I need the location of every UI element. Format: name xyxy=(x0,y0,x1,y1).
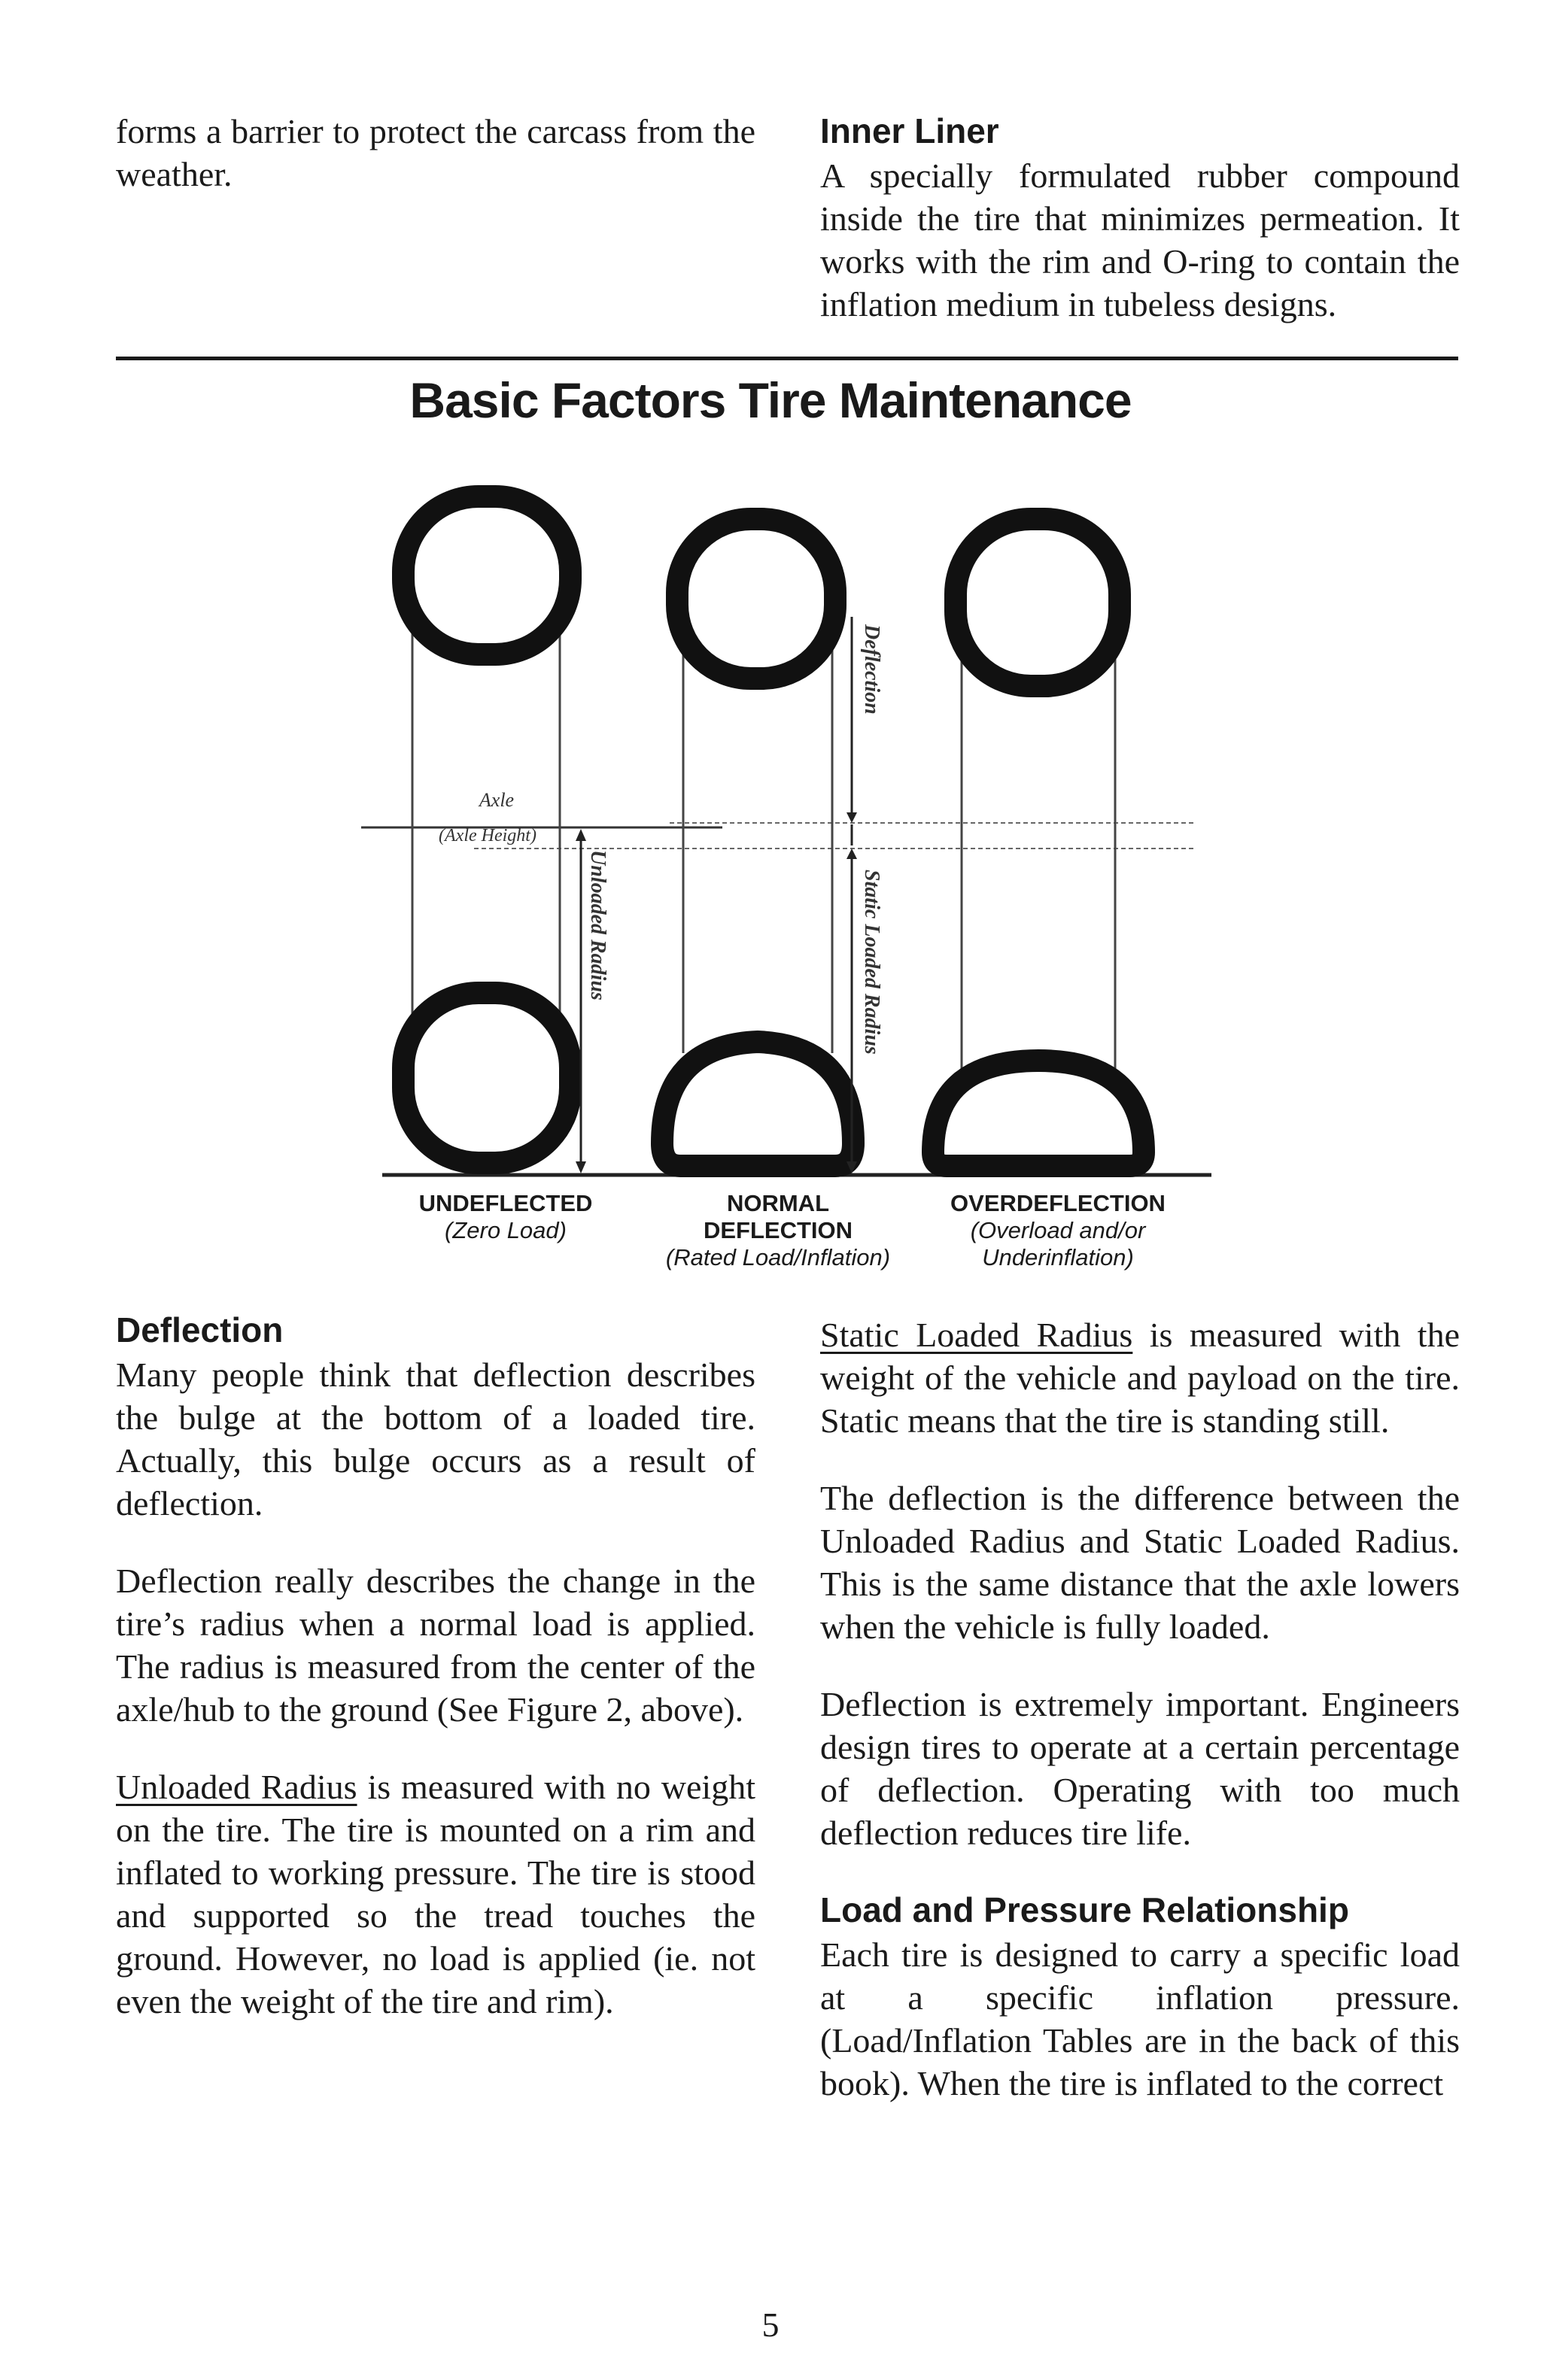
inner-liner-heading: Inner Liner xyxy=(820,111,999,150)
axle-label: Axle xyxy=(479,789,515,811)
static-loaded-radius-label: Static Loaded Radius xyxy=(860,870,883,1055)
static-loaded-radius-paragraph xyxy=(820,1313,1460,1442)
static-loaded-radius-text: is measured with the weight of the vehicle and payload on the tire. Static means that the tire is standing still. xyxy=(820,1316,1460,1440)
deflection-label: Deflection xyxy=(860,624,883,715)
tire-overdeflection xyxy=(933,519,1144,1166)
deflection-importance-paragraph: Deflection is extremely important. Engineers design tires to operate at a certain percentage of deflection. Operating with too much deflection reduces tire life. xyxy=(820,1685,1460,1852)
unloaded-radius-paragraph xyxy=(116,1765,755,2023)
caption-title: UNDEFLECTED xyxy=(418,1190,593,1216)
continued-paragraph: forms a barrier to protect the carcass from the weather. xyxy=(116,112,755,193)
caption-subtitle: (Zero Load) xyxy=(445,1217,567,1243)
caption-normal-deflection xyxy=(620,1190,936,1271)
caption-title: OVERDEFLECTION xyxy=(950,1190,1166,1216)
deflection-arrow xyxy=(846,617,857,859)
axle-height-label: (Axle Height) xyxy=(439,826,536,845)
page-number: 5 xyxy=(761,2306,780,2344)
caption-subtitle: (Overload and/or Underinflation) xyxy=(970,1217,1146,1270)
section-divider xyxy=(116,357,1458,360)
deflection-heading: Deflection xyxy=(116,1310,284,1349)
deflection-paragraph-2: Deflection really describes the change in the tire’s radius when a normal load is applied. The radius is measured from the center of the axle/hub to the ground (See Figure 2, above). xyxy=(116,1562,755,1729)
inner-liner-block xyxy=(820,110,1460,360)
caption-title: NORMAL DEFLECTION xyxy=(703,1190,853,1243)
deflection-difference-paragraph: The deflection is the difference between the Unloaded Radius and Static Loaded Radius. This is the same distance that the axle lowers when the vehicle is fully loaded. xyxy=(820,1479,1460,1646)
unloaded-radius-text: is measured with no weight on the tire. The tire is mounted on a rim and inflated to working pressure. The tire is stood and supported so the tread touches the ground. However, no load is applied (ie. not even the weight of the tire and rim). xyxy=(116,1768,755,2020)
caption-subtitle: (Rated Load/Inflation) xyxy=(665,1244,891,1270)
left-column xyxy=(116,1309,755,2057)
unloaded-radius-arrow xyxy=(576,829,586,1173)
inner-liner-paragraph: A specially formulated rubber compound inside the tire that minimizes permeation. It works with the rim and O-ring to contain the inflation medium in tubeless designs. xyxy=(820,156,1460,323)
static-loaded-radius-term: Static Loaded Radius xyxy=(820,1316,1133,1354)
load-pressure-heading: Load and Pressure Relationship xyxy=(820,1890,1349,1929)
caption-undeflected xyxy=(348,1190,664,1244)
tire-normal-deflection xyxy=(662,519,853,1166)
load-pressure-paragraph: Each tire is designed to carry a specific load at a specific inflation pressure. (Load/Inflation Tables are in the back of this book). When the tire is inflated to the correct xyxy=(820,1935,1460,2102)
unloaded-radius-term: Unloaded Radius xyxy=(116,1768,357,1806)
tire-deflection-figure xyxy=(354,466,1226,1188)
unloaded-radius-label: Unloaded Radius xyxy=(586,850,609,1000)
top-left-block xyxy=(116,110,755,230)
section-title: Basic Factors Tire Maintenance xyxy=(409,372,1132,428)
right-column xyxy=(820,1313,1460,2139)
deflection-paragraph-1: Many people think that deflection describes the bulge at the bottom of a loaded tire. Actually, this bulge occurs as a result of deflection. xyxy=(116,1355,755,1522)
caption-overdeflection xyxy=(900,1190,1216,1271)
